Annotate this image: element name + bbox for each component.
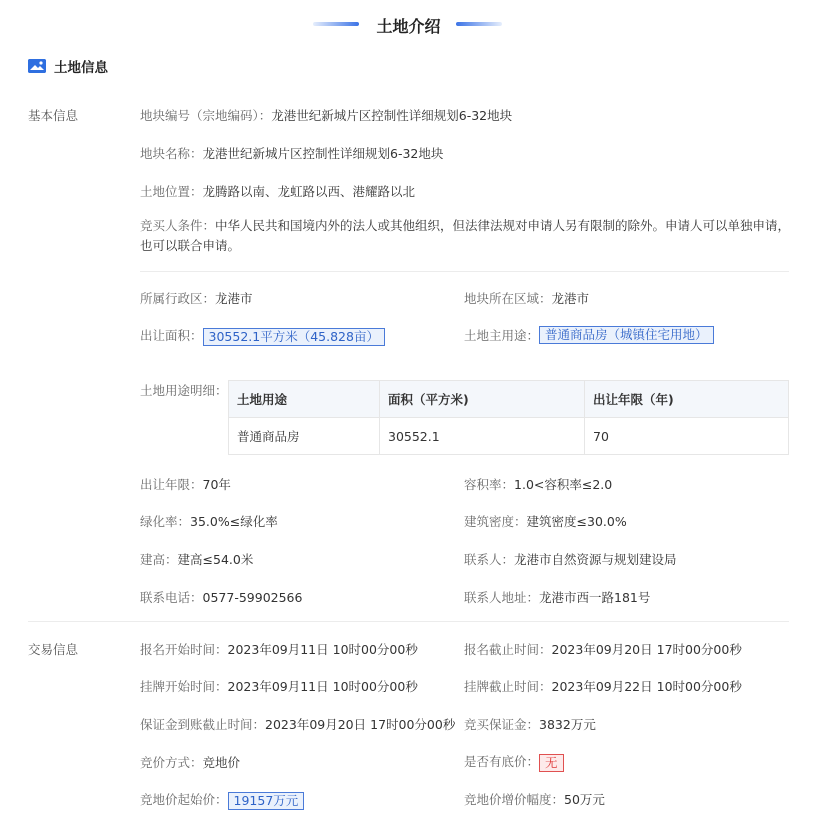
- land-use-table: [228, 380, 789, 455]
- field-use-detail-label: [140, 381, 228, 399]
- field-key: 竞买人条件：: [140, 218, 216, 233]
- field-address: [464, 588, 650, 606]
- field-value: 2023年09月20日 17时00分00秒: [551, 642, 742, 657]
- field-value: 0577-59902566: [202, 590, 303, 605]
- field-term: [140, 475, 231, 493]
- table-header-row: [229, 381, 789, 418]
- field-value: 50万元: [564, 792, 605, 807]
- field-start-price: [140, 790, 304, 810]
- group-label-basic: 基本信息: [28, 108, 79, 123]
- field-key: 报名开始时间：: [140, 642, 228, 657]
- field-density: [464, 512, 627, 530]
- field-key: 出让面积：: [140, 328, 203, 343]
- divider: [28, 621, 789, 622]
- field-bid-method: [140, 753, 240, 771]
- table-cell: 普通商品房: [229, 418, 380, 455]
- field-key: 挂牌截止时间：: [464, 679, 552, 694]
- field-key: 竞价方式：: [140, 755, 203, 770]
- field-key: 地块编号（宗地编码）：: [140, 108, 272, 123]
- table-header: 面积（平方米): [380, 381, 585, 418]
- table-row: [229, 418, 789, 455]
- field-deposit: [464, 715, 596, 733]
- main-use-value-highlight: 普通商品房（城镇住宅用地）: [539, 326, 714, 344]
- field-value: 龙腾路以南、龙虹路以西、港耀路以北: [202, 184, 416, 199]
- field-signup-end: [464, 640, 742, 658]
- field-value: 龙港市: [551, 291, 590, 306]
- field-value: 龙港市西一路181号: [539, 590, 651, 605]
- field-key: 出让年限：: [140, 477, 203, 492]
- field-key: 地块名称：: [140, 146, 203, 161]
- start-price-highlight: 19157万元: [228, 792, 305, 810]
- field-main-use: [464, 326, 714, 344]
- field-listing-start: [140, 677, 418, 695]
- field-value: 2023年09月20日 17时00分00秒: [265, 717, 456, 732]
- image-icon: [28, 59, 46, 73]
- field-increment: [464, 790, 605, 808]
- field-value: 2023年09月22日 10时00分00秒: [551, 679, 742, 694]
- area-value-highlight: 30552.1平方米（45.828亩）: [203, 328, 385, 346]
- field-value: 2023年09月11日 10时00分00秒: [227, 679, 418, 694]
- field-parcel-name: [140, 144, 443, 162]
- field-value: 35.0%≤绿化率: [190, 514, 278, 529]
- field-key: 建筑密度：: [464, 514, 527, 529]
- table-header: 土地用途: [229, 381, 380, 418]
- field-key: 容积率：: [464, 477, 515, 492]
- field-contact: [464, 550, 677, 568]
- field-value: 1.0<容积率≤2.0: [514, 477, 613, 492]
- field-area: [140, 326, 385, 346]
- field-key: 保证金到账截止时间：: [140, 717, 266, 732]
- field-far: [464, 475, 612, 493]
- field-value: 龙港市自然资源与规划建设局: [514, 552, 677, 567]
- group-label-trade: 交易信息: [28, 642, 79, 657]
- field-value: 竞地价: [202, 755, 241, 770]
- page-header: [0, 12, 817, 34]
- field-parcel-code: [140, 106, 512, 124]
- field-value: 建高≤54.0米: [177, 552, 254, 567]
- field-reserve-price: [464, 752, 564, 772]
- field-key: 联系人地址：: [464, 590, 540, 605]
- field-key: 竞地价起始价：: [140, 792, 228, 807]
- field-value: 70年: [202, 477, 231, 492]
- table-header: 出让年限（年): [585, 381, 789, 418]
- section-title: 土地信息: [54, 60, 108, 76]
- field-key: 建高：: [140, 552, 178, 567]
- field-deposit-deadline: [140, 715, 455, 733]
- field-phone: [140, 588, 302, 606]
- field-key: 竞地价增价幅度：: [464, 792, 565, 807]
- field-key: 所属行政区：: [140, 291, 216, 306]
- field-height: [140, 550, 253, 568]
- field-key: 土地用途明细：: [140, 383, 228, 398]
- field-key: 报名截止时间：: [464, 642, 552, 657]
- field-value: 建筑密度≤30.0%: [526, 514, 627, 529]
- reserve-badge: 无: [539, 754, 564, 772]
- field-key: 地块所在区域：: [464, 291, 552, 306]
- field-parcel-region: [464, 289, 589, 307]
- section-header: [28, 57, 108, 75]
- field-key: 绿化率：: [140, 514, 191, 529]
- field-admin-region: [140, 289, 253, 307]
- field-key: 竞买保证金：: [464, 717, 540, 732]
- field-key: 土地位置：: [140, 184, 203, 199]
- field-key: 挂牌开始时间：: [140, 679, 228, 694]
- field-location: [140, 182, 415, 200]
- table-cell: 70: [585, 418, 789, 455]
- field-green-rate: [140, 512, 278, 530]
- field-listing-end: [464, 677, 742, 695]
- table-cell: 30552.1: [380, 418, 585, 455]
- field-bidder-conditions: [140, 216, 795, 256]
- field-value: 2023年09月11日 10时00分00秒: [227, 642, 418, 657]
- field-key: 土地主用途：: [464, 328, 540, 343]
- divider: [140, 271, 789, 272]
- field-value: 龙港世纪新城片区控制性详细规划6-32地块: [271, 108, 513, 123]
- field-value: 龙港世纪新城片区控制性详细规划6-32地块: [202, 146, 444, 161]
- field-key: 联系人：: [464, 552, 515, 567]
- field-value: 中华人民共和国境内外的法人或其他组织，但法律法规对申请人另有限制的除外。申请人可以单独申请，也可以联合申请。: [140, 218, 791, 253]
- page-title: 土地介绍: [376, 17, 441, 36]
- title-decoration-right: [456, 22, 502, 26]
- field-key: 联系电话：: [140, 590, 203, 605]
- field-key: 是否有底价：: [464, 754, 540, 769]
- field-value: 3832万元: [539, 717, 596, 732]
- field-signup-start: [140, 640, 418, 658]
- field-value: 龙港市: [215, 291, 253, 306]
